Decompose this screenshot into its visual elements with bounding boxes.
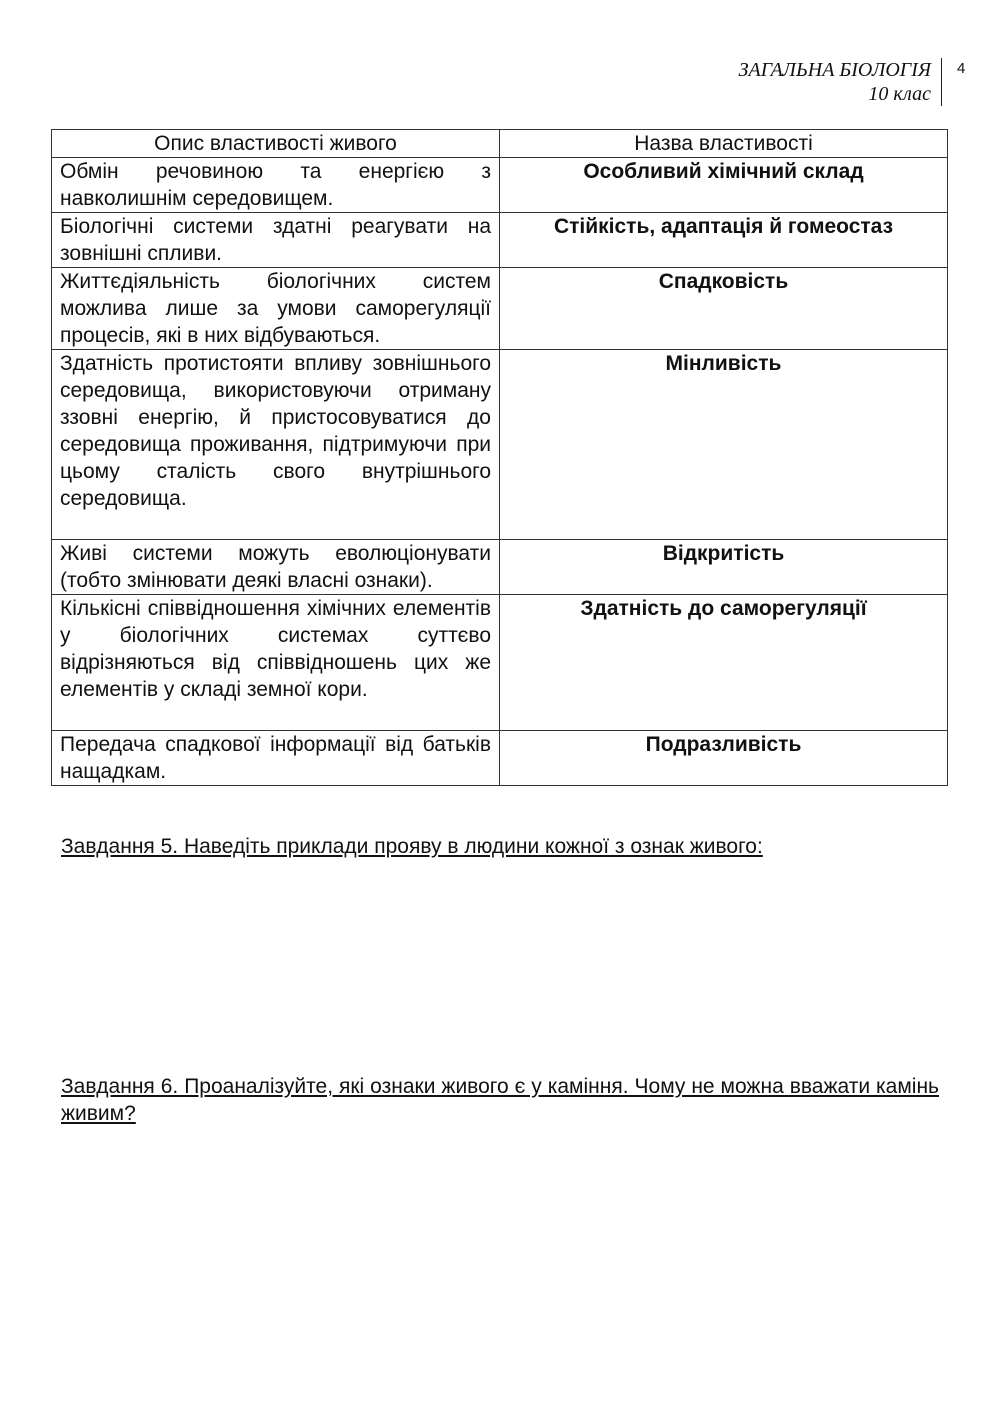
property-name-cell: Здатність до саморегуляції [500,595,948,731]
task-6-heading: Завдання 6. Проаналізуйте, які ознаки живого є у каміння. Чому не можна вважати камінь живим? [61,1075,939,1125]
description-cell: Здатність протистояти впливу зовнішнього середовища, використовуючи отриману ззовні енергію, й пристосовуватися до середовища проживання, підтримуючи при цьому сталість свого внутрішнього середовища. [52,350,500,540]
description-cell: Обмін речовиною та енергією з навколишнім середовищем. [52,158,500,213]
property-name-cell: Особливий хімічний склад [500,158,948,213]
table-row [52,158,948,213]
table-row [52,350,948,540]
description-cell: Передача спадкової інформації від батьків нащадкам. [52,731,500,786]
properties-table [51,129,948,786]
description-cell: Біологічні системи здатні реагувати на зовнішні спливи. [52,213,500,268]
description-cell: Життєдіяльність біологічних систем можлива лише за умови саморегуляції процесів, які в них відбуваються. [52,268,500,350]
column-header-name: Назва властивості [500,130,948,158]
column-header-description: Опис властивості живого [52,130,500,158]
description-cell: Кількісні співвідношення хімічних елементів у біологічних системах суттєво відрізняються від співвідношень цих же елементів у складі земної кори. [52,595,500,731]
table-row [52,731,948,786]
page-number: 4 [957,60,966,77]
table-row [52,213,948,268]
subject-title: ЗАГАЛЬНА БІОЛОГІЯ [738,59,931,81]
property-name-cell: Мінливість [500,350,948,540]
property-name-cell: Стійкість, адаптація й гомеостаз [500,213,948,268]
property-name-cell: Спадковість [500,268,948,350]
page-header [739,58,942,106]
table-row [52,540,948,595]
table-header-row [52,130,948,158]
description-cell: Живі системи можуть еволюціонувати (тобто змінювати деякі власні ознаки). [52,540,500,595]
table-row [52,268,948,350]
property-name-cell: Подразливість [500,731,948,786]
property-name-cell: Відкритість [500,540,948,595]
table-row [52,595,948,731]
grade-label: 10 клас [868,83,931,105]
task-5-heading: Завдання 5. Наведіть приклади прояву в людини кожної з ознак живого: [61,835,763,858]
